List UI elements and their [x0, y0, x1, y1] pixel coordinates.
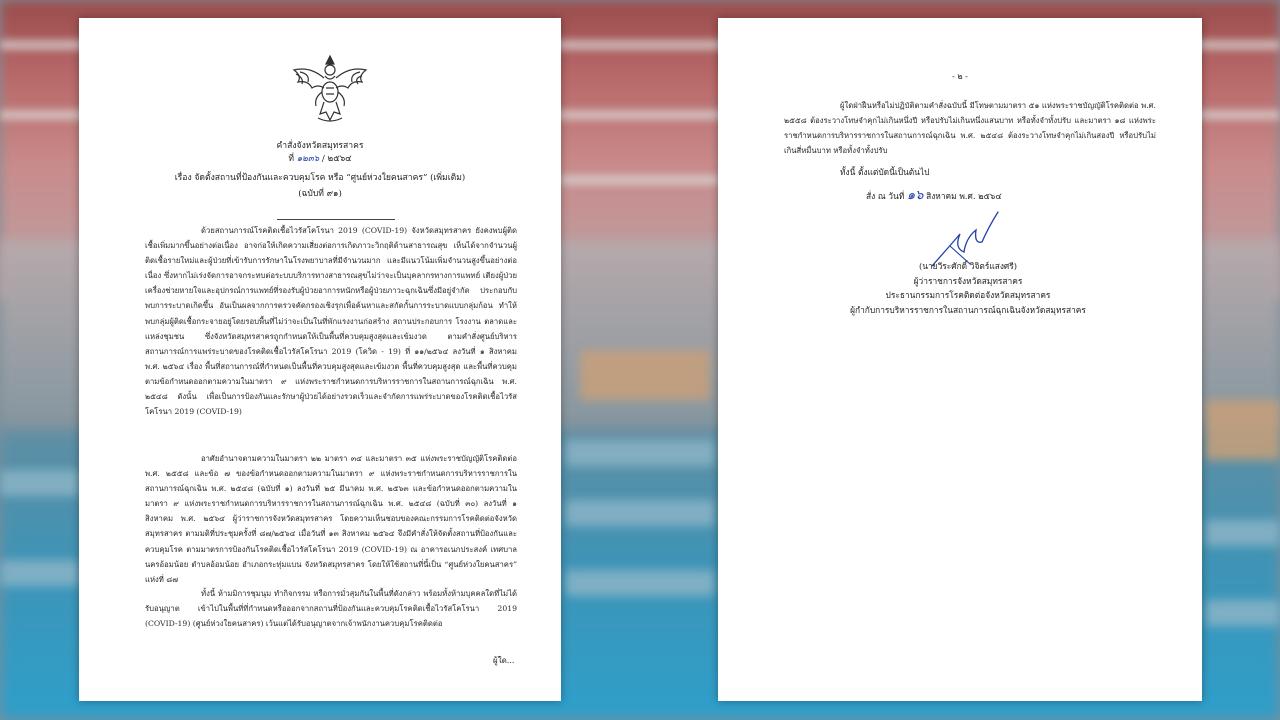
order-subject: เรื่อง จัดตั้งสถานที่ป้องกันและควบคุมโรค หรือ “ศูนย์ห่วงใยคนสาคร” (เพิ่มเติม) — [174, 173, 466, 183]
paragraph-prohibition: ทั้งนี้ ห้ามมิการชุมนุม ทำกิจกรรม หรือการมั่วสุมกันในพื้นที่ดังกล่าว พร้อมทั้งห้ามบุคคลใดที่ไม่ได้รับอนุญาต เข้าไปในพื้นที่ที่กำหนดหรือออกจากสถานที่ป้องกันและควบคุมโรคติดเชื้อไวรัสโคโรนา 2019 (COVID-19) (ศูนย์ห่วงใยคนสาคร) เว้นแต่ได้รับอนุญาตจากเจ้าพนักงานควบคุมโรคติดต่อ — [145, 589, 517, 629]
order-no-suffix: / ๒๕๖๔ — [321, 154, 352, 164]
bg-bed — [1205, 600, 1280, 626]
bg-boxes — [580, 350, 710, 400]
ordered-prefix: สั่ง ณ วันที่ — [866, 191, 905, 201]
paragraph-authority: อาศัยอำนาจตามความในมาตรา ๒๒ มาตรา ๓๔ และมาตรา ๓๕ แห่งพระราชบัญญัติโรคติดต่อ พ.ศ. ๒๕๕๘ และข้อ ๗ ของข้อกำหนดออกตามความในมาตรา ๙ แห่งพระราชกำหนดการบริหารราชการในสถานการณ์ฉุกเฉิน พ.ศ. ๒๕๔๘ (ฉบับที่ ๑) ลงวันที่ ๒๕ มีนาคม พ.ศ. ๒๕๖๓ และข้อกำหนดออกตามความในมาตรา ๙ แห่งพระราชกำหนดการบริหารราชการในสถานการณ์ฉุกเฉิน พ.ศ. ๒๕๔๘ (ฉบับที่ ๓๐) ลงวันที่ ๑ สิงหาคม พ.ศ. ๒๕๖๔ ผู้ว่าราชการจังหวัดสมุทรสาคร โดยความเห็นชอบของคณะกรรมการโรคติดต่อจังหวัดสมุทรสาคร ตามมติที่ประชุมครั้งที่ ๘๗/๒๕๖๔ เมื่อวันที่ ๑๓ สิงหาคม ๒๕๖๔ จึงมีคำสั่งให้จัดตั้งสถานที่ป้องกันและควบคุมโรค ตามมาตรการป้องกันโรคติดเชื้อไวรัสโคโรนา 2019 (COVID-19) ณ อาคารอเนกประสงค์ เทศบาลนครอ้อมน้อย ตำบลอ้อมน้อย อำเภอกระทุ่มแบน จังหวัดสมุทรสาคร โดยให้ใช้สถานที่นี้เป็น “ศูนย์ห่วงใยคนสาคร” แห่งที่ ๘๗ — [145, 454, 517, 584]
bg-bed — [565, 440, 715, 466]
continuation-text: ผู้ใด... — [493, 656, 515, 665]
bg-bed — [0, 560, 80, 586]
bg-bed — [565, 500, 715, 526]
effective-clause: ทั้งนี้ ตั้งแต่บัดนี้เป็นต้นไป — [840, 167, 930, 177]
bg-bed — [0, 470, 80, 496]
signer-title-chairman: ประธานกรรมการโรคติดต่อจังหวัดสมุทรสาคร — [885, 290, 1051, 300]
bg-bed — [565, 570, 715, 596]
document-page-2 — [718, 18, 1202, 701]
paragraph-background: ด้วยสถานการณ์โรคติดเชื้อไวรัสโคโรนา 2019 (COVID-19) จังหวัดสมุทรสาคร ยังคงพบผู้ติดเชื้อเพิ่มมากขึ้นอย่างต่อเนื่อง อาจก่อให้เกิดความเสี่ยงต่อการเกิดภาวะวิกฤติด้านสาธารณสุข เห็นได้จากจำนวนผู้ติดเชื้อรายใหม่และผู้ป่วยที่เข้ารับการรักษาในโรงพยาบาลที่มีจำนวนมาก และมีแนวโน้มเพิ่มจำนวนสูงขึ้นอย่างต่อเนื่อง ซึ่งหากไม่เร่งจัดการอาจกระทบต่อระบบบริการทางสาธารณสุขไม่ว่าจะเป็นบุคลากรทางการแพทย์ เตียงผู้ป่วย เครื่องช่วยหายใจและอุปกรณ์การแพทย์ที่รองรับผู้ป่วยอาการหนักหรือผู้ป่วยภาวะฉุกเฉินซึ่งมีอยู่จำกัด ประกอบกับพบการระบาดเกิดขึ้น อันเป็นผลจากการตรวจคัดกรองเชิงรุกเพื่อค้นหาและสกัดกั้นการระบาดแบบกลุ่มก้อน ทำให้พบกลุ่มผู้ติดเชื้อกระจายอยู่โดยรอบพื้นที่ไม่ว่าจะเป็นในที่พักแรงงานก่อสร้าง สถานประกอบการ โรงงาน ตลาดและแหล่งชุมชน ซึ่งจังหวัดสมุทรสาครถูกกำหนดให้เป็นพื้นที่ควบคุมสูงสุดและเข้มงวด ตามคำสั่งศูนย์บริหารสถานการณ์การแพร่ระบาดของโรคติดเชื้อไวรัสโคโรนา 2019 (โควิด - 19) ที่ ๑๑/๒๕๖๔ ลงวันที่ ๑ สิงหาคม พ.ศ. ๒๕๖๔ เรื่อง พื้นที่สถานการณ์ที่กำหนดเป็นพื้นที่ควบคุมสูงสุดและเข้มงวด พื้นที่ควบคุมสูงสุด และพื้นที่ควบคุมตามข้อกำหนดออกตามความในมาตรา ๙ แห่งพระราชกำหนดการบริหารราชการในสถานการณ์ฉุกเฉิน พ.ศ. ๒๕๔๘ ดังนั้น เพื่อเป็นการป้องกันและรักษาผู้ป่วยได้อย่างรวดเร็วและจำกัดการแพร่ระบาดของโรคติดเชื้อไวรัสโคโรนา 2019 (COVID-19) — [145, 226, 517, 417]
document-page-1 — [79, 18, 561, 701]
garuda-emblem-icon — [290, 52, 370, 126]
order-title: คำสั่งจังหวัดสมุทรสาคร — [276, 141, 364, 151]
signer-title-supervisor: ผู้กำกับการบริหารราชการในสถานการณ์ฉุกเฉินจังหวัดสมุทรสาคร — [850, 304, 1086, 315]
ordered-date-line — [866, 184, 1002, 205]
paragraph-penalty: ผู้ใดฝ่าฝืนหรือไม่ปฏิบัติตามคำสั่งฉบับนี้ มีโทษตามมาตรา ๕๑ แห่งพระราชบัญญัติโรคติดต่อ พ.ศ. ๒๕๕๘ ต้องระวางโทษจำคุกไม่เกินหนึ่งปี หรือปรับไม่เกินหนึ่งแสนบาท หรือทั้งจำทั้งปรับ และมาตรา ๑๘ แห่งพระราชกำหนดการบริหารราชการในสถานการณ์ฉุกเฉิน พ.ศ. ๒๕๔๘ ต้องระวางโทษจำคุกไม่เกินสองปี หรือปรับไม่เกินสี่หมื่นบาท หรือทั้งจำทั้งปรับ — [784, 101, 1156, 156]
page-number: - ๒ - — [952, 72, 968, 81]
signer-title-governor: ผู้ว่าราชการจังหวัดสมุทรสาคร — [913, 275, 1023, 286]
ordered-day-handwritten: ๑๖ — [906, 188, 924, 203]
signature-block — [818, 259, 1118, 317]
order-edition: (ฉบับที่ ๙๑) — [298, 189, 342, 199]
order-no-handwritten: ๑๒๓๖ — [296, 154, 320, 164]
signer-name: (นายวีระศักดิ์ วิจิตร์แสงศรี) — [918, 261, 1018, 271]
title-divider — [277, 219, 395, 220]
bg-beam — [560, 175, 720, 185]
order-no-prefix: ที่ — [288, 154, 294, 164]
bg-boxes — [1205, 400, 1280, 460]
bg-bed — [1205, 520, 1280, 546]
order-number-line — [79, 151, 561, 165]
ordered-suffix: สิงหาคม พ.ศ. ๒๕๖๔ — [926, 191, 1002, 201]
